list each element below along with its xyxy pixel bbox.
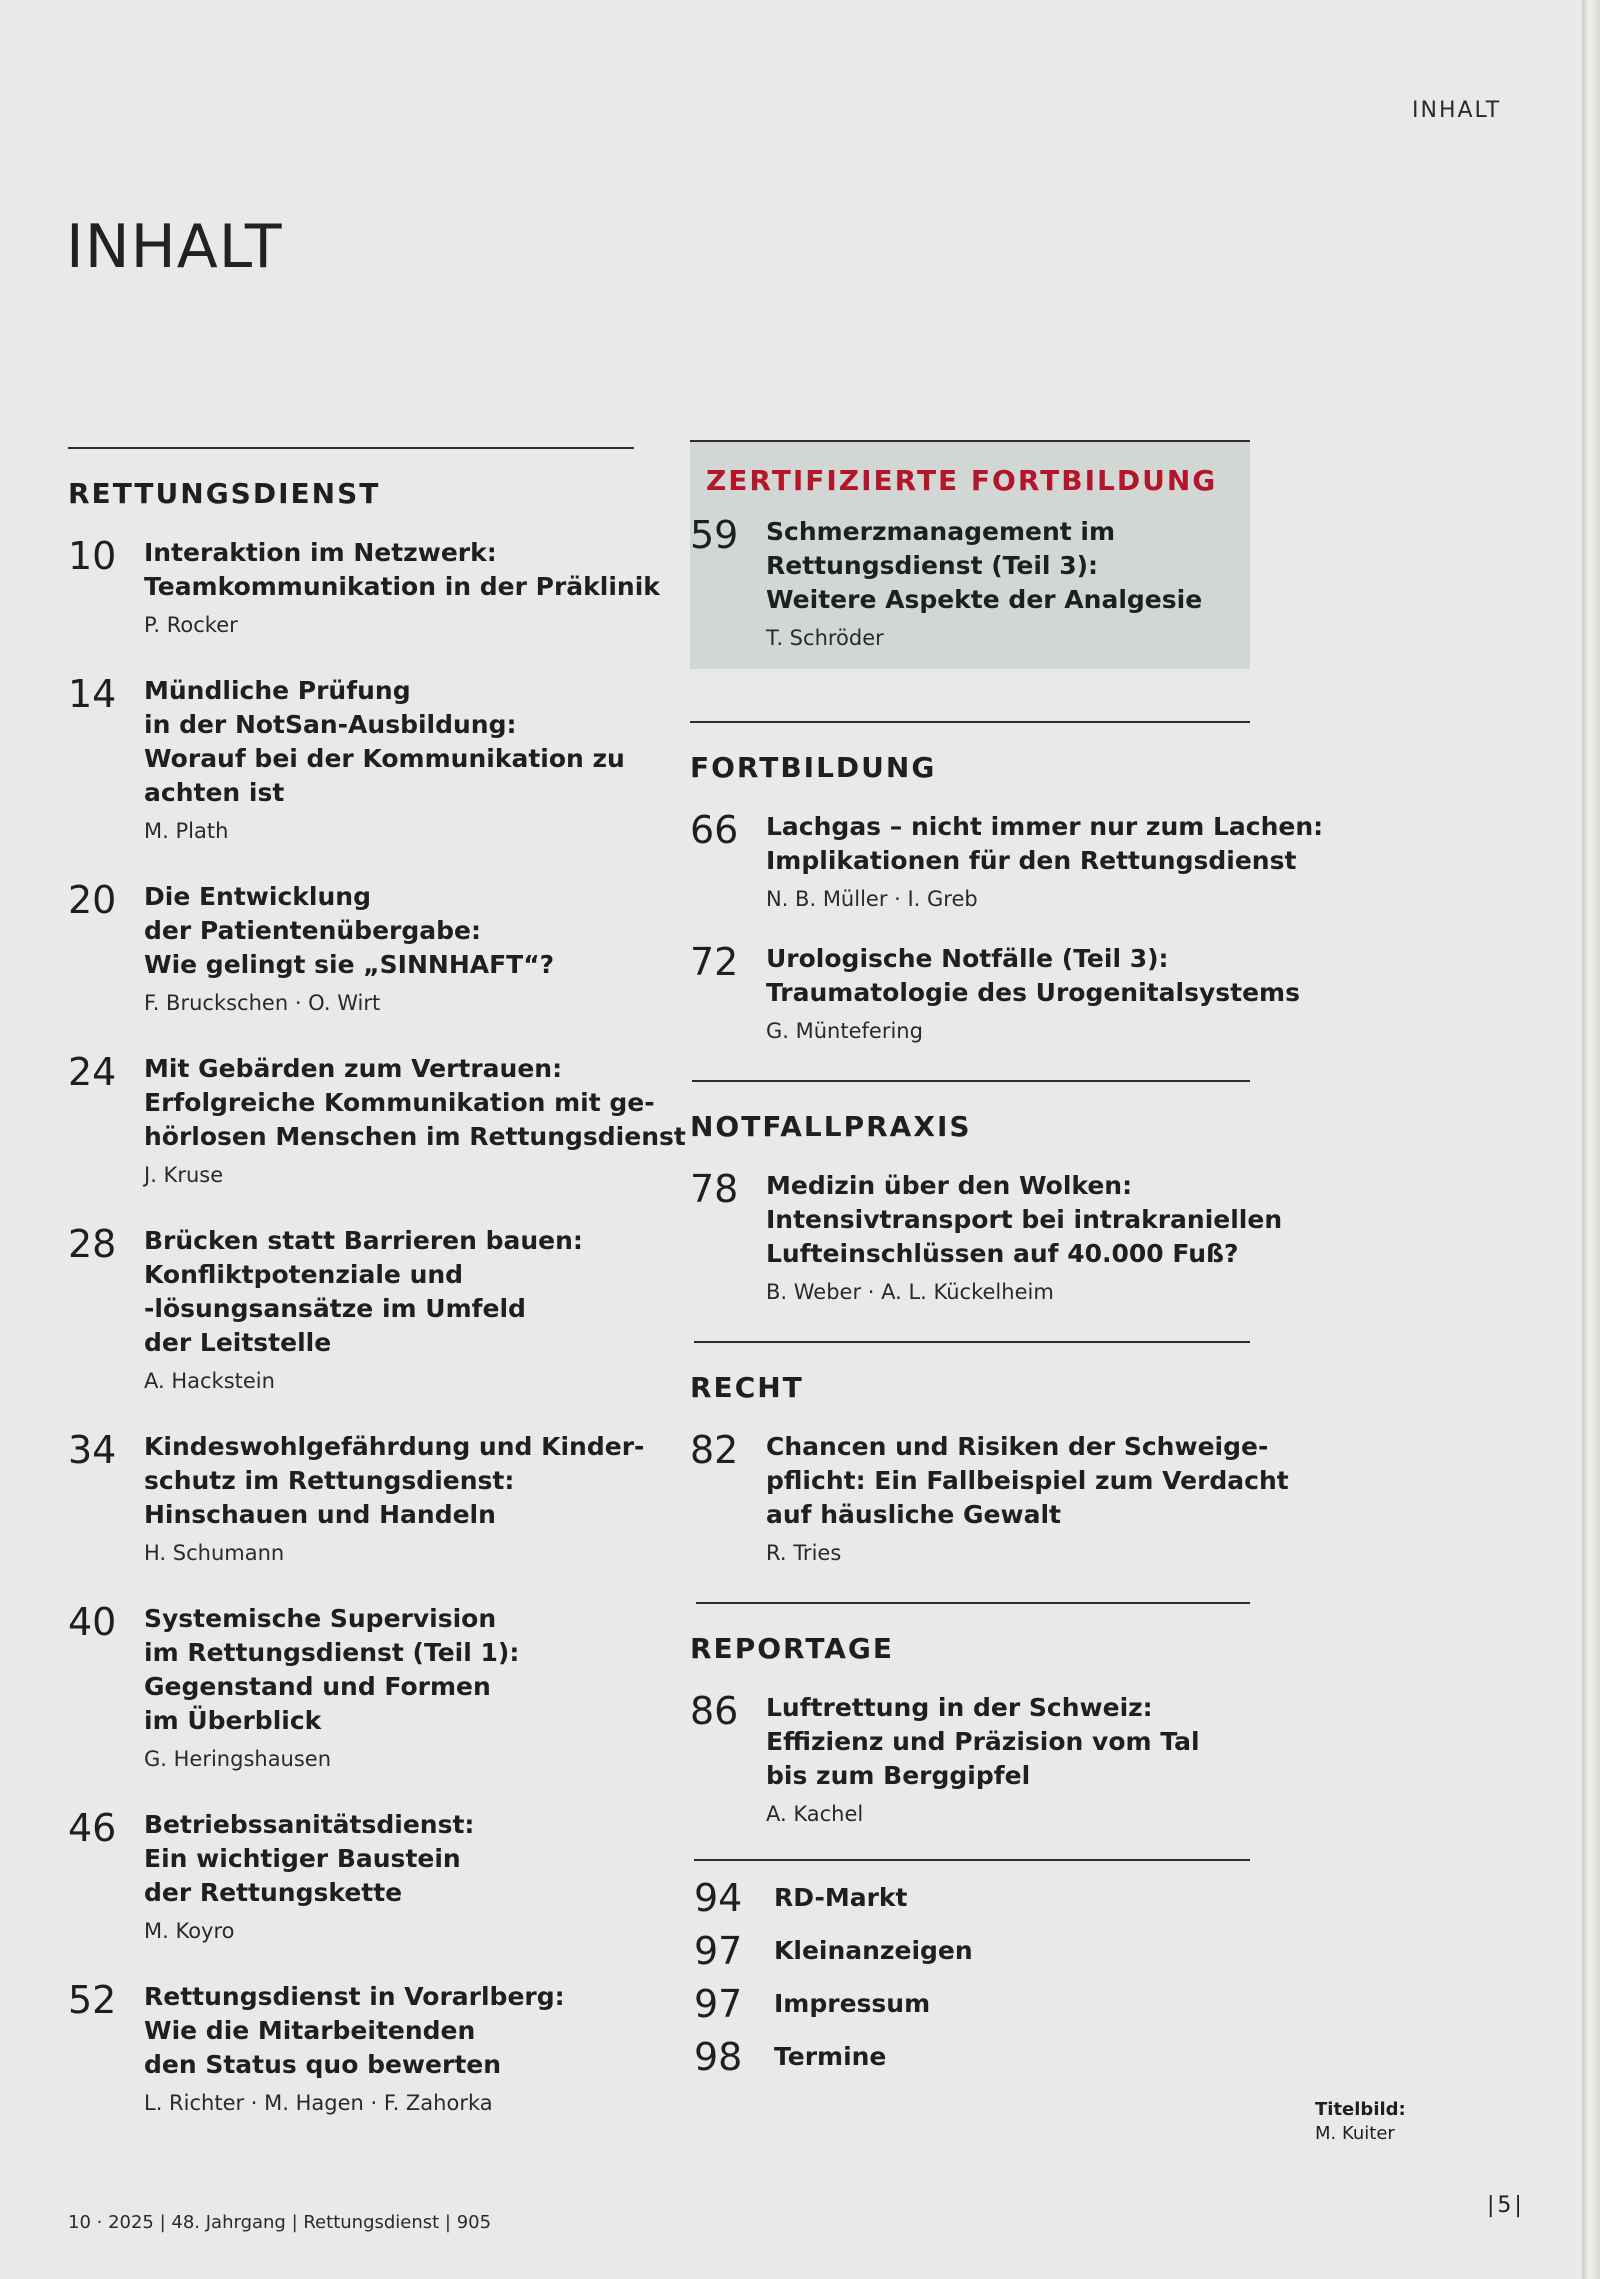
toc-entry-title <box>144 536 660 604</box>
toc-title-line: achten ist <box>144 778 285 807</box>
toc-title-line: Brücken statt Barrieren bauen: <box>144 1226 583 1255</box>
misc-page-number: 94 <box>694 1876 743 1920</box>
toc-page-number: 82 <box>690 1428 739 1472</box>
misc-label: Kleinanzeigen <box>774 1936 973 1965</box>
toc-title-line: Rettungsdienst in Vorarlberg: <box>144 1982 565 2011</box>
toc-entry-body <box>144 1224 634 1396</box>
toc-entry-body <box>144 1602 634 1774</box>
toc-title-line: auf häusliche Gewalt <box>766 1500 1061 1529</box>
toc-page-number: 46 <box>68 1806 117 1850</box>
misc-label: Termine <box>774 2042 887 2071</box>
toc-entry[interactable] <box>68 534 660 640</box>
toc-page-number: 72 <box>690 940 739 984</box>
toc-entry-title <box>144 1980 634 2082</box>
toc-page-number: 52 <box>68 1978 117 2022</box>
toc-page-number: 10 <box>68 534 117 578</box>
page-footer: 10 · 2025 | 48. Jahrgang | Rettungsdienst | 905 <box>68 2212 492 2233</box>
toc-entry-body <box>766 515 1234 653</box>
toc-title-line: Traumatologie des Urogenitalsystems <box>766 978 1300 1007</box>
toc-entry-authors: M. Koyro <box>144 1919 235 1943</box>
toc-title-line: Hinschauen und Handeln <box>144 1500 496 1529</box>
toc-entry-authors: A. Hackstein <box>144 1369 275 1393</box>
toc-entry-authors: G. Müntefering <box>766 1019 923 1043</box>
section-title: RECHT <box>690 1371 804 1404</box>
toc-title-line: Luftrettung in der Schweiz: <box>766 1693 1153 1722</box>
toc-entry[interactable] <box>68 880 634 1018</box>
toc-entry-title <box>766 810 1324 878</box>
toc-title-line: Systemische Supervision <box>144 1604 497 1633</box>
left-column <box>68 447 686 2152</box>
toc-entry[interactable] <box>690 1428 1289 1568</box>
toc-list-zertifizierte-fortbildung <box>690 515 1234 653</box>
toc-entry[interactable] <box>690 940 1300 1046</box>
toc-entry-body <box>766 1430 1289 1568</box>
misc-page-number: 97 <box>694 1982 743 2026</box>
toc-entry[interactable] <box>68 1602 634 1774</box>
cover-credit-name: M. Kuiter <box>1315 2123 1395 2144</box>
toc-entry-title <box>144 880 634 982</box>
toc-title-line: in der NotSan-Ausbildung: <box>144 710 517 739</box>
toc-entry-body <box>766 1691 1250 1829</box>
cover-credit-label: Titelbild: <box>1315 2099 1406 2120</box>
toc-entry[interactable] <box>68 1980 634 2118</box>
toc-entry[interactable] <box>690 1691 1250 1829</box>
misc-entry[interactable] <box>690 1875 1250 1928</box>
toc-entry-title <box>766 515 1234 617</box>
running-head: INHALT <box>1412 98 1502 123</box>
toc-page-number: 59 <box>690 513 739 557</box>
toc-page-number: 20 <box>68 878 117 922</box>
toc-title-line: der Rettungskette <box>144 1878 403 1907</box>
toc-page-number: 78 <box>690 1167 739 1211</box>
toc-entry[interactable] <box>68 1428 645 1568</box>
toc-section <box>690 721 1324 1046</box>
toc-title-line: Interaktion im Netzwerk: <box>144 538 497 567</box>
toc-page-number: 34 <box>68 1428 117 1472</box>
toc-entry-authors: H. Schumann <box>144 1541 285 1565</box>
toc-page-number: 24 <box>68 1050 117 1094</box>
right-sections <box>690 721 1324 1829</box>
section-title: REPORTAGE <box>690 1632 895 1665</box>
toc-page-number: 40 <box>68 1600 117 1644</box>
toc-page-number: 86 <box>690 1689 739 1733</box>
toc-title-line: Chancen und Risiken der Schweige- <box>766 1432 1269 1461</box>
toc-entry-body <box>766 810 1324 914</box>
toc-entry-authors: B. Weber · A. L. Kückelheim <box>766 1280 1054 1304</box>
toc-title-line: Urologische Notfälle (Teil 3): <box>766 944 1169 973</box>
toc-title-line: Implikationen für den Rettungsdienst <box>766 846 1297 875</box>
toc-title-line: -lösungsansätze im Umfeld <box>144 1294 526 1323</box>
toc-title-line: den Status quo bewerten <box>144 2050 502 2079</box>
toc-entry-title <box>766 1169 1283 1271</box>
toc-entry-body <box>144 1808 634 1946</box>
toc-entry-body <box>766 1169 1283 1307</box>
toc-entry-body <box>144 674 634 846</box>
toc-page-number: 14 <box>68 672 117 716</box>
toc-title-line: Betriebssanitätsdienst: <box>144 1810 475 1839</box>
cover-credit <box>1315 2098 1406 2146</box>
section-title-rettungsdienst: RETTUNGSDIENST <box>68 477 381 510</box>
toc-entry-authors: J. Kruse <box>144 1163 224 1187</box>
toc-section <box>690 1341 1289 1568</box>
toc-entry-authors: T. Schröder <box>766 626 884 650</box>
toc-title-line: Mit Gebärden zum Vertrauen: <box>144 1054 563 1083</box>
right-column <box>690 440 1324 2087</box>
toc-entry-title <box>144 1224 634 1360</box>
toc-entry-title <box>766 942 1300 1010</box>
toc-entry[interactable] <box>68 1224 634 1396</box>
toc-entry-body <box>144 880 634 1018</box>
toc-entry-authors: R. Tries <box>766 1541 842 1565</box>
misc-page-number: 97 <box>694 1929 743 1973</box>
toc-title-line: der Patientenübergabe: <box>144 916 481 945</box>
toc-entry-title <box>144 674 634 810</box>
toc-title-line: Die Entwicklung <box>144 882 371 911</box>
misc-page-number: 98 <box>694 2035 743 2079</box>
toc-title-line: Mündliche Prüfung <box>144 676 411 705</box>
toc-title-line: Wie gelingt sie „SINNHAFT“? <box>144 950 555 979</box>
misc-list <box>690 1875 1250 2087</box>
misc-label: Impressum <box>774 1989 931 2018</box>
page-number: |5| <box>1487 2193 1525 2218</box>
toc-entry-authors: G. Heringshausen <box>144 1747 332 1771</box>
toc-title-line: im Rettungsdienst (Teil 1): <box>144 1638 520 1667</box>
toc-list-rettungsdienst <box>68 534 686 2118</box>
toc-title-line: Medizin über den Wolken: <box>766 1171 1133 1200</box>
misc-entry[interactable] <box>690 2034 1250 2087</box>
toc-entry-authors: L. Richter · M. Hagen · F. Zahorka <box>144 2091 493 2115</box>
toc-title-line: Worauf bei der Kommunikation zu <box>144 744 625 773</box>
toc-page-number: 66 <box>690 808 739 852</box>
toc-entry-authors: N. B. Müller · I. Greb <box>766 887 978 911</box>
toc-entry-authors: M. Plath <box>144 819 229 843</box>
toc-section <box>690 1602 1250 1829</box>
misc-label: RD-Markt <box>774 1883 908 1912</box>
toc-title-line: hörlosen Menschen im Rettungsdienst <box>144 1122 686 1151</box>
toc-title-line: schutz im Rettungsdienst: <box>144 1466 515 1495</box>
toc-page-number: 28 <box>68 1222 117 1266</box>
section-title-zertifizierte-fortbildung: ZERTIFIZIERTE FORTBILDUNG <box>706 464 1218 497</box>
toc-entry-body <box>144 1052 686 1190</box>
page-title: INHALT <box>66 212 283 282</box>
toc-title-line: im Überblick <box>144 1706 322 1735</box>
toc-entry-body <box>144 1430 645 1568</box>
toc-entry-authors: P. Rocker <box>144 613 238 637</box>
toc-title-line: Weitere Aspekte der Analgesie <box>766 585 1203 614</box>
toc-title-line: Intensivtransport bei intrakraniellen <box>766 1205 1283 1234</box>
toc-entry-title <box>144 1052 686 1154</box>
toc-entry-title <box>144 1808 634 1910</box>
certified-training-box <box>690 442 1250 669</box>
toc-entry-body <box>144 536 660 640</box>
toc-title-line: Kindeswohlgefährdung und Kinder- <box>144 1432 645 1461</box>
section-title: NOTFALLPRAXIS <box>690 1110 972 1143</box>
toc-section <box>690 1080 1283 1307</box>
toc-entry-authors: A. Kachel <box>766 1802 864 1826</box>
toc-title-line: Lachgas – nicht immer nur zum Lachen: <box>766 812 1324 841</box>
toc-entry-title <box>766 1691 1250 1793</box>
toc-title-line: Effizienz und Präzision vom Tal <box>766 1727 1200 1756</box>
toc-title-line: Erfolgreiche Kommunikation mit ge- <box>144 1088 655 1117</box>
toc-title-line: der Leitstelle <box>144 1328 332 1357</box>
section-title: FORTBILDUNG <box>690 751 937 784</box>
toc-entry-title <box>144 1602 634 1738</box>
toc-title-line: Teamkommunikation in der Präklinik <box>144 572 660 601</box>
toc-entry[interactable] <box>68 1808 634 1946</box>
toc-entry[interactable] <box>690 1167 1283 1307</box>
page-edge <box>1582 0 1600 2279</box>
toc-title-line: pflicht: Ein Fallbeispiel zum Verdacht <box>766 1466 1289 1495</box>
misc-entry[interactable] <box>690 1981 1250 2034</box>
toc-entry[interactable] <box>690 808 1324 914</box>
toc-title-line: Rettungsdienst (Teil 3): <box>766 551 1099 580</box>
toc-title-line: Gegenstand und Formen <box>144 1672 491 1701</box>
toc-entry-title <box>766 1430 1289 1532</box>
toc-entry-body <box>144 1980 634 2118</box>
misc-entry[interactable] <box>690 1928 1250 1981</box>
toc-title-line: Wie die Mitarbeitenden <box>144 2016 476 2045</box>
toc-title-line: bis zum Berggipfel <box>766 1761 1031 1790</box>
toc-title-line: Ein wichtiger Baustein <box>144 1844 461 1873</box>
toc-title-line: Schmerzmanagement im <box>766 517 1116 546</box>
toc-title-line: Konfliktpotenziale und <box>144 1260 464 1289</box>
toc-entry-body <box>766 942 1300 1046</box>
toc-entry-title <box>144 1430 645 1532</box>
toc-title-line: Lufteinschlüssen auf 40.000 Fuß? <box>766 1239 1239 1268</box>
toc-entry[interactable] <box>68 1050 686 1190</box>
toc-entry[interactable] <box>690 515 1234 653</box>
toc-entry-authors: F. Bruckschen · O. Wirt <box>144 991 381 1015</box>
toc-entry[interactable] <box>68 674 634 846</box>
